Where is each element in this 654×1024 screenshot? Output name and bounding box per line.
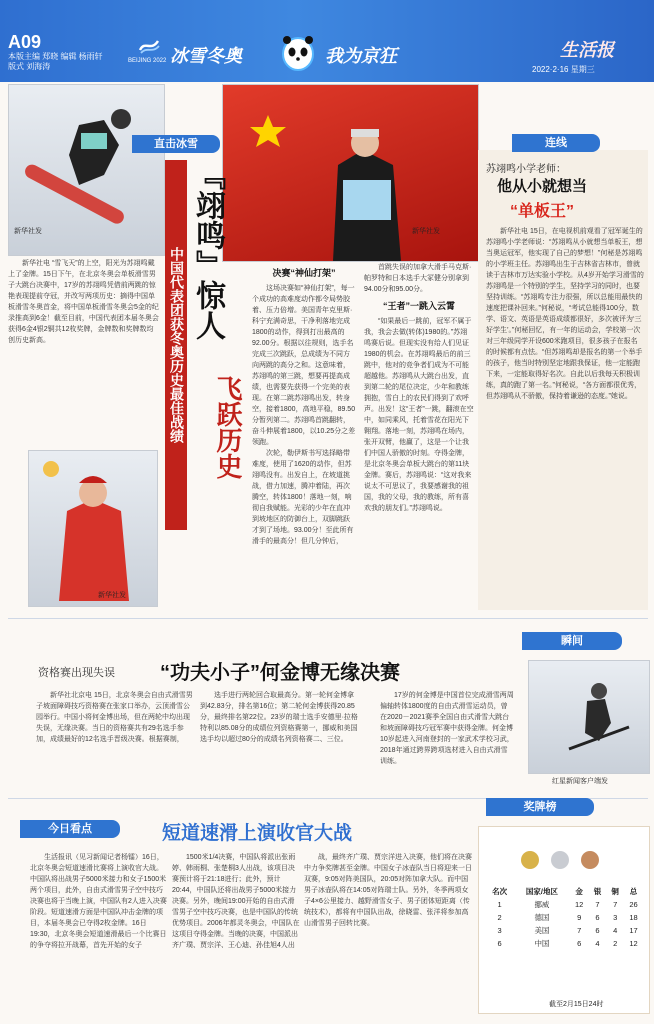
sidebar-kicker: 苏翊鸣小学老师：	[486, 164, 566, 175]
bronze: 4	[613, 926, 618, 935]
section-tag-direct: 直击冰雪	[132, 135, 220, 153]
col-total: 总	[629, 887, 638, 896]
country: 挪威	[534, 900, 550, 909]
sidebar-headline: 他从小就想当	[497, 178, 588, 195]
section-tag-medals: 奖牌榜	[486, 798, 594, 816]
main-headline-part2: 飞跃历史	[212, 375, 242, 479]
total: 17	[629, 926, 638, 935]
divider-1	[8, 618, 648, 619]
silver-medal-icon	[551, 851, 569, 869]
sidebar-headline-red: “单板王”	[510, 203, 575, 220]
bottom-col-2-text: 1500米1/4决赛，中国队将派出张雨婷、韩雨桐、张楚桐3人出战，该项目决赛预计将于21:18进行；此外，预计20:44，中国队还将出战男子5000米接力决赛。另外，晚间19:00开始的自由式滑雪男子空中技巧决赛，也是中国队的传统优势项目。2006年都灵冬奥会，中国队在这项目夺得金牌。当晚的决赛，中国派出齐广璞、贾宗洋、王心迪、孙佳旭4人出	[172, 854, 300, 949]
section-tag-connect: 连线	[512, 134, 600, 152]
medal-standings	[485, 885, 643, 950]
table-row	[485, 911, 643, 924]
photo-caption-2: 新华社发	[98, 592, 126, 599]
table-row	[485, 937, 643, 950]
article-col-3-text: 首跳失误的加拿大滑手马克斯·帕罗特和日本选手大冢健分别拿到94.00分和95.00分。	[364, 264, 472, 293]
article-subhead-1: 决赛“神仙打架”	[272, 268, 336, 278]
gold-medal-icon	[521, 851, 539, 869]
rank: 3	[497, 926, 502, 935]
header-title-right: 我为京狂	[325, 46, 397, 66]
col-gold: 金	[575, 887, 583, 896]
silver: 7	[595, 900, 600, 909]
main-photo-caption: 新华社发	[412, 228, 440, 235]
bottom-col-3	[304, 852, 472, 1012]
gold: 6	[577, 939, 582, 948]
page-header	[0, 0, 654, 82]
athlete-with-medal-icon	[29, 451, 157, 606]
gold: 12	[575, 900, 584, 909]
mid-col-2-text: 选手进行两轮回合取最高分。第一轮何金博拿到42.83分，排名第16位；第二轮何金博获得20.85分，最终排名第22位。23岁的瑞士选手安德里·拉格特利以85.08分的成绩位列资格赛第一，挪威和美国选手均以超过80分的成绩名列资格赛二、三位。	[200, 692, 358, 743]
sidebar-body	[486, 226, 644, 604]
brand-logo: 生活报	[560, 40, 614, 61]
country: 德国	[534, 913, 550, 922]
skier-photo	[528, 660, 650, 774]
medal-photo	[28, 450, 158, 607]
medal-table	[478, 826, 650, 1014]
col-bronze: 铜	[611, 887, 619, 896]
mid-headline: “功夫小子”何金博无缘决赛	[160, 662, 400, 684]
bottom-col-3-text: 战，最终齐广璞、贾宗洋进入决赛，他们将在决赛中力争奖牌甚至金牌。中国女子冰壶队当日将迎来一日双赛，9:05对阵美国队，20:05对阵加拿大队。而中国男子冰壶队将在14:05对阵瑞士队。另外，冬季两项女子4×6公里接力、越野滑雪女子、男子团体短距离（传统技术），都将有中国队出战，徐晓雷、张洋将参加高山滑雪男子回转比赛。	[304, 854, 472, 927]
bottom-col-2	[172, 852, 300, 1012]
mid-col-1	[36, 690, 196, 786]
total: 26	[629, 900, 638, 909]
photo-caption-1: 新华社发	[14, 228, 42, 235]
col-rank: 名次	[492, 887, 508, 896]
mid-col-2	[200, 690, 360, 786]
olympic-caption: BEIJING 2022	[128, 58, 167, 64]
country: 美国	[534, 926, 550, 935]
bronze: 2	[613, 939, 618, 948]
total: 12	[629, 939, 638, 948]
vertical-subheadline: 中国代表团获冬奥历史最佳战绩	[165, 160, 187, 530]
bronze-medal-icon	[581, 851, 599, 869]
bronze: 3	[613, 913, 618, 922]
issue-date: 2022·2·16 星期三	[532, 65, 595, 74]
mid-col-3	[380, 690, 514, 786]
article-col-2-text: 次轮，勒伊斯书写选择略带难度，使用了1620的动作，但苏翊鸣没有。出发自上，在坡道挑战，借力加速，腾冲着陆，再次腾空，转体1800！落地一刻，响彻自我赋能。光彩的少年在直冲到坡地区的防御台上，双脚跳跃才到了场地。93.00分！至此所有滑手的最高分！但几分钟后，	[252, 450, 354, 545]
article-col-1-text: 这场决赛如“神仙打架”，每一个成功的高难度动作都令局势胶着、压力倍增。美国青年克里斯·科宁充满奇思，干净利落地完成1800的动作，得到打出最高的92.00分。根据以往规则，选手名完成三次跳跃，总成绩为不同方向两跳的高分之和。这意味着，苏翊鸣的第三跳，想要再提高成绩，也需要先获得一个完美的表现。在第二跳苏翊鸣出发，转身空，接着1800，高地平稳，89.50分暂列第二。苏翊鸣首跳翻转，奋斗伸展着1800，以10.25分之差领跑。	[252, 285, 356, 446]
bottom-headline: 短道速滑上演收官大战	[162, 823, 353, 844]
article-top-left	[8, 258, 160, 450]
bottom-col-1	[30, 852, 168, 1012]
col-country: 国家/地区	[525, 887, 558, 896]
rank: 2	[497, 913, 502, 922]
main-flag-photo	[222, 84, 479, 262]
col-silver: 银	[593, 887, 602, 896]
article-col-1	[252, 262, 356, 592]
gold: 7	[577, 926, 582, 935]
article-col-2	[364, 262, 474, 602]
country: 中国	[534, 939, 550, 948]
bottom-col-1-text: 生活报讯（见习新闻记者杨镭）16日，北京冬奥会短道速滑比赛将上演收官大战。中国队将出战男子5000米接力和女子1500米两个项目，此外，自由式滑雪男子空中技巧决赛也将于当晚上演，中国队有2人进入决赛阶段。短道速滑方面是中国队冲击金牌的项目，本届冬奥会已夺得2枚金牌。16日19:30，北京冬奥会短道速滑最后一个比赛日的争夺将拉开战幕，首先开始的女子	[30, 854, 167, 949]
silver: 6	[595, 913, 600, 922]
page-credits: 本版主编 郑晓 编辑 杨雨轩 版式 刘海涛	[8, 52, 103, 71]
olympic-logo-icon	[137, 36, 161, 56]
gold: 9	[577, 913, 582, 922]
medal-table-note: 截至2月15日24时	[549, 1001, 604, 1008]
panda-mascot-icon	[280, 32, 316, 72]
article-top-left-text: 新华社电 “雪飞天”的上空，阳光为苏翊鸣戴上了金牌。15日下午，在北京冬奥会单板滑雪男子大跳台决赛中，17岁的苏翊鸣凭借前两跳的惊艳表现提前夺冠，并改写两项历史：摘得中国单板滑雪冬奥首金，将中国单板滑雪冬奥会5金的纪录推高到6金！截至目前，中国代表团本届冬奥会获得6金4银2铜共12枚奖牌，金牌数和奖牌数均创历史新高。	[8, 260, 159, 344]
skier-photo-caption: 红星新闻客户端发	[552, 778, 608, 785]
mid-col-1-text: 新华社北京电 15日，北京冬奥会自由式滑雪男子坡面障碍技巧资格赛在张家口举办，云顶滑雪公园举行。中国小将何金博出场，但在两轮中均出现失误，无缘决赛。当日的资格赛共有29名选手参加，成绩最好的12名选手晋级决赛。根据赛制，	[36, 692, 193, 743]
total: 18	[629, 913, 638, 922]
main-headline-part1: 『翊鸣』惊人	[190, 160, 225, 340]
freestyle-skier-icon	[529, 661, 649, 773]
section-tag-today: 今日看点	[20, 820, 120, 838]
medal-header-row	[485, 885, 643, 898]
rank: 1	[497, 900, 502, 909]
header-title-left: 冰雪冬奥	[170, 46, 242, 66]
sidebar-body-text: 新华社电 15日，在电视机前观看了冠军诞生的苏翊鸣小学老师说：“苏翊鸣从小就想当单板王，想当奥运冠军，他实现了自己的梦想！”何秘是苏翊鸣的小学班主任。苏翊鸣出生于吉林省吉林市，曾就读于吉林市万达实验小学校。从4岁开始学习滑雪的苏翊鸣是一个特别的学生，坚持学习的同时，也要坚持训练。“苏翊鸣专注力很强，所以总能用最快的速度把课补回来。”何秘说，“考试总能得100分，数学、语文、英语是英语成绩都很好，多次被评为‘三好学生’。”何秘回忆，有一年的运动会，学校第一次对三年级同学开设600米跑项目，很多孩子在报名的时候都有点怯。“但苏翊鸣却是报名的第一个举手的孩子，他当时特别坚定地跟我保证，他一定能跑下来，一定能取得好名次。自此以后我每天积极训练，真的跑了第一名。”何秘说，“各方面都很优秀，但苏翊鸣从不骄傲，保持着谦逊的态度。”她说。	[486, 228, 644, 400]
page-number: A09	[8, 32, 42, 52]
rank: 6	[497, 939, 502, 948]
bronze: 7	[613, 900, 618, 909]
table-row	[485, 898, 643, 911]
mid-col-3-text: 17岁的何金博是中国首位完成滑雪两周偏轴转体1800度的自由式滑雪运动员，曾在2020－2021赛季全国自由式滑雪大跳台和坡面障碍技巧冠军赛中获得金牌。何金博10岁起进入河南登封的一家武术学校习武，2018年通过跨界跨项选材进入自由式滑雪训练。	[380, 692, 514, 765]
section-tag-moment: 瞬间	[522, 632, 622, 650]
article-col-3b-text: “如果最后一跳前，冠军不属于我，我会去做(转体)1980的。”苏翊鸣赛后说。但现实没有给人们见证1980的机会。在苏翊鸣最后的前三跳中，他对的竞争者们成为不可能超越他。苏翊鸣从大跳台出发，直到第二轮的尾位决定，少年和教练拥抱，雪白上的农民们得到了欢呼声。出发！这“王者”一跳，翻滚在空中，如同乘风，托着雪花在阳光下翱翔。落地一刻，苏翊鸣在场内，张开双臂，他赢了，这是一个让我们中国人骄傲的时刻。夺得金牌，是北京冬奥会单板大跳台的第11块金牌。赛后，苏翊鸣说：“这对我来说太不可思议了，我要感谢我的祖国，我的父母，我的教练，所有喜欢我的朋友们。”苏翊鸣说。	[364, 318, 474, 512]
silver: 4	[595, 939, 600, 948]
article-subhead-2: “王者”一跳入云霄	[382, 301, 455, 311]
mid-kicker: 资格赛出现失误	[38, 667, 115, 679]
table-row	[485, 924, 643, 937]
silver: 6	[595, 926, 600, 935]
